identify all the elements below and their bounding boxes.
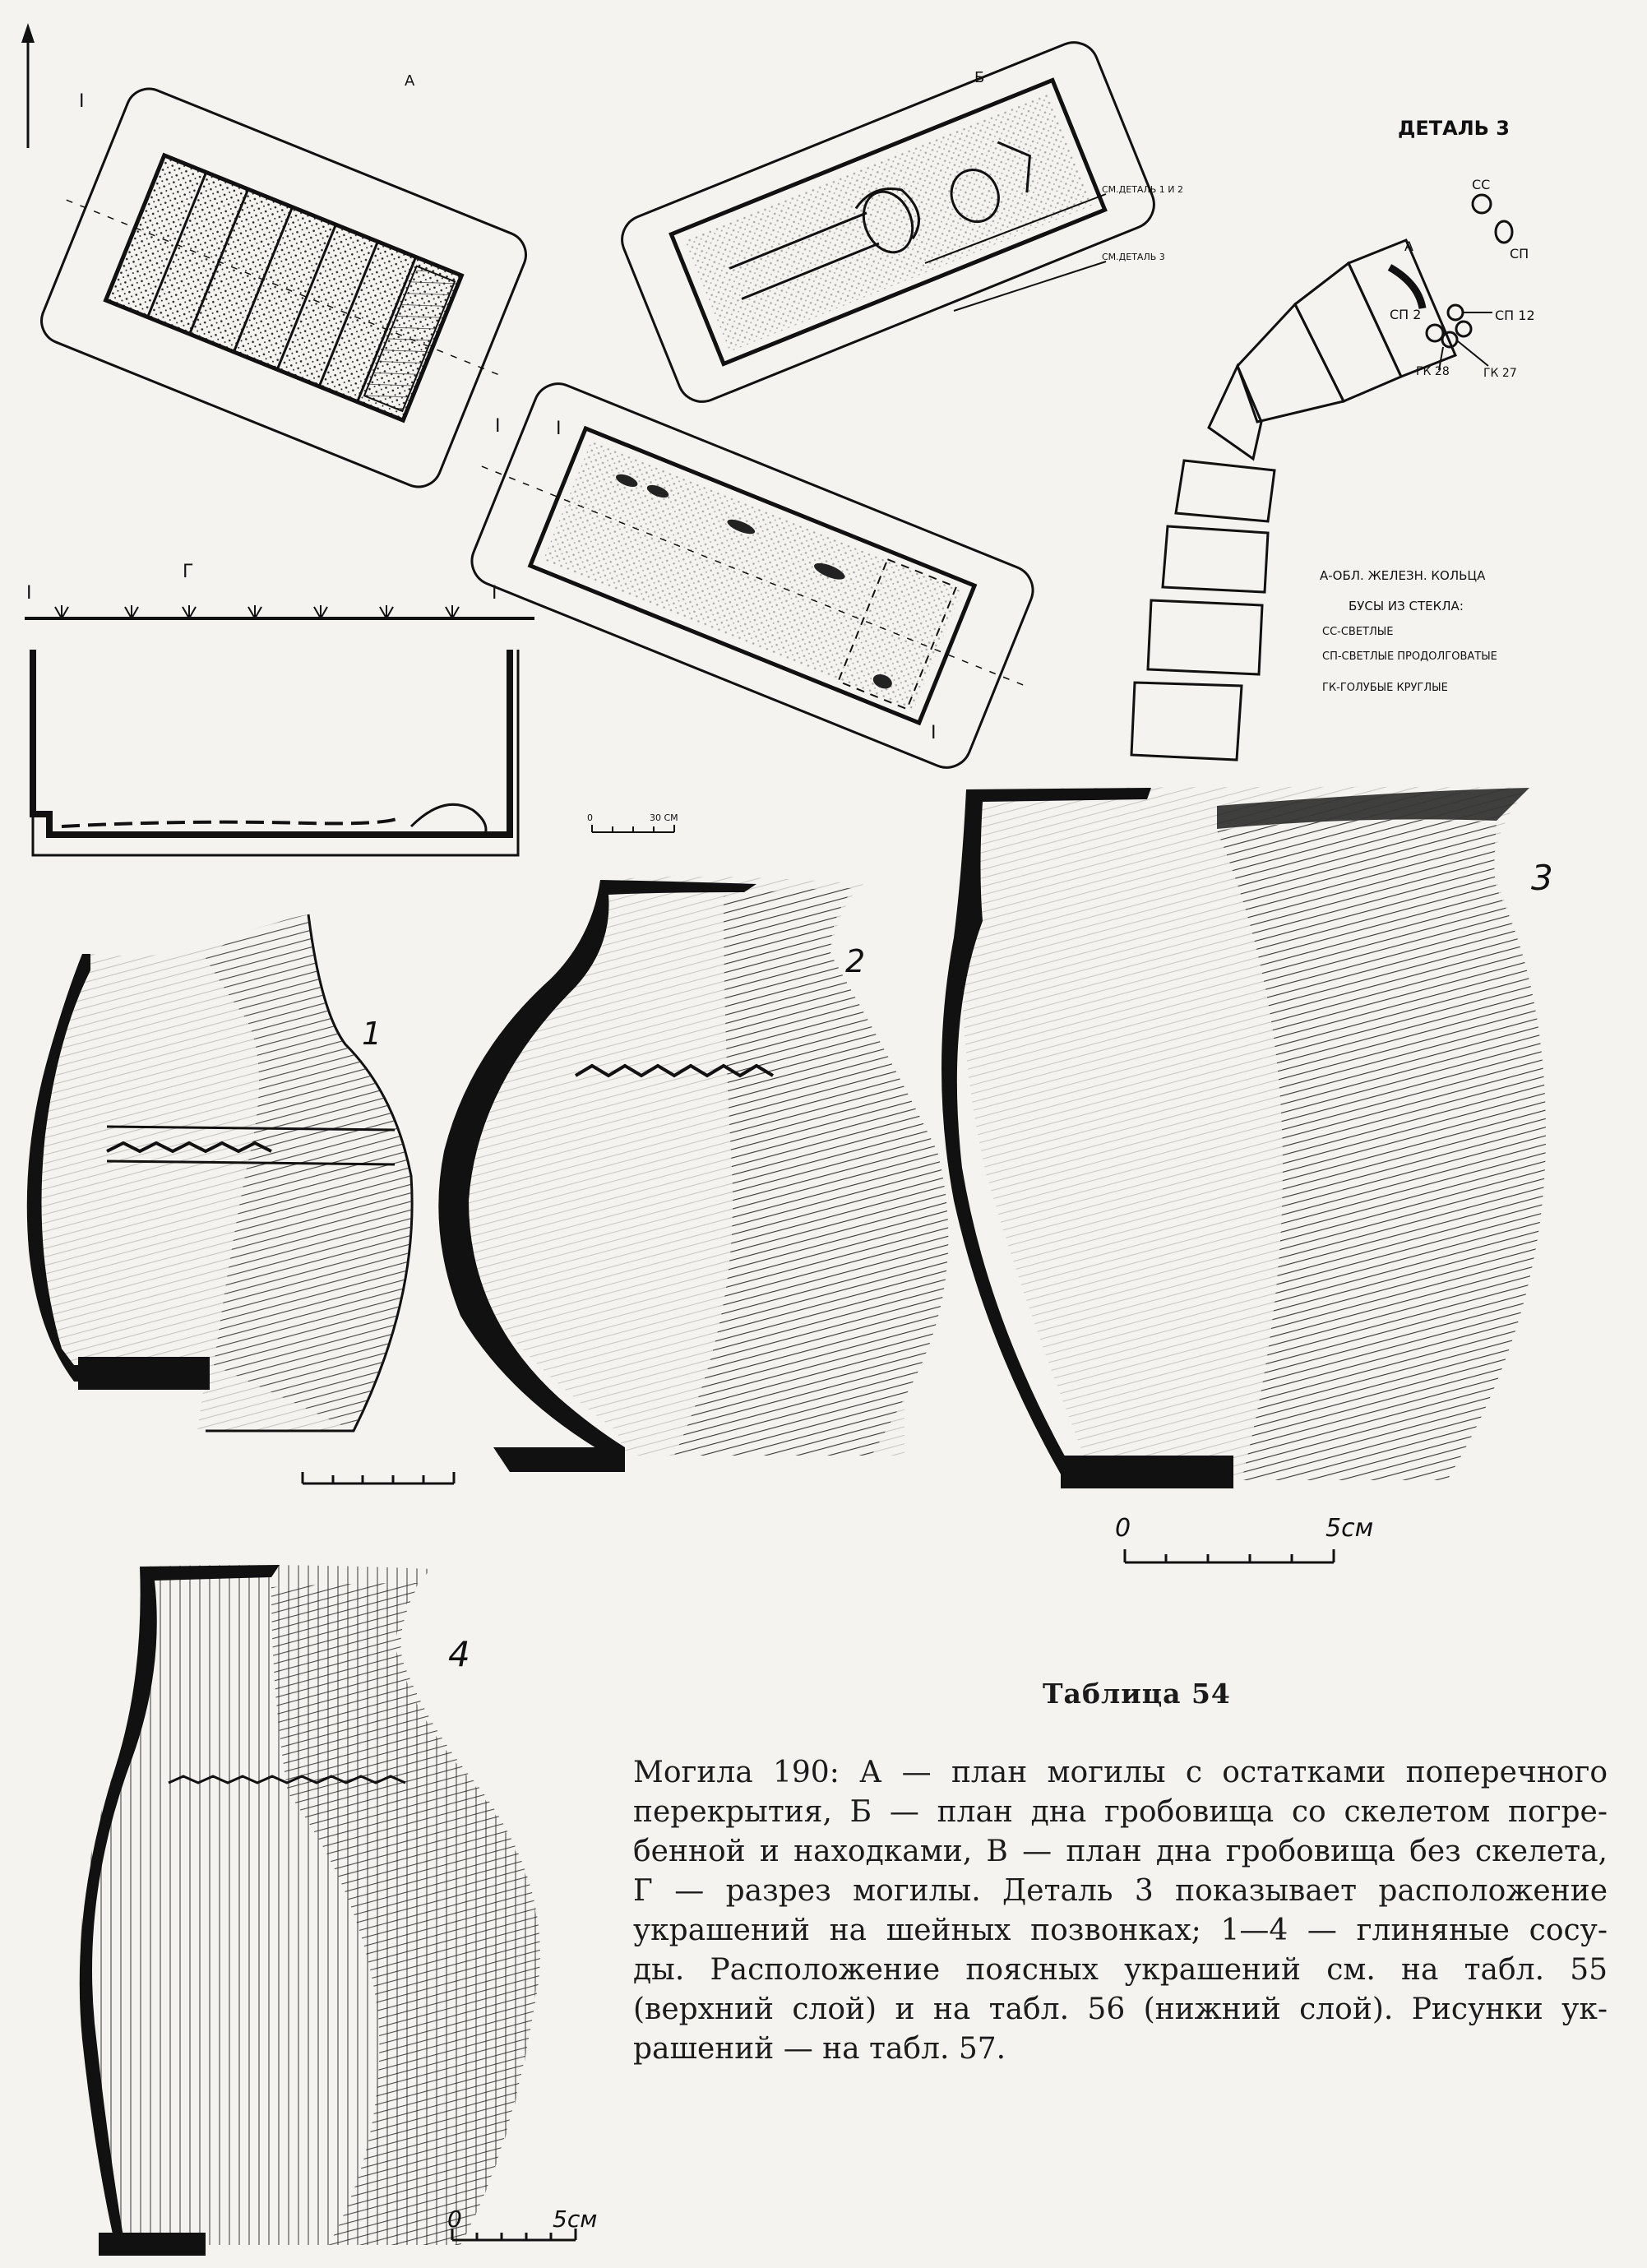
caption-line: рашений — на табл. 57. bbox=[633, 2032, 1006, 2066]
caption-line: украшений на шейных позвонках; 1—4 — глиняные сосу- bbox=[633, 1914, 1608, 1947]
detail-label-a: А bbox=[1404, 238, 1413, 254]
caption-line: ды. Расположение поясных украшений см. на табл. 55 bbox=[633, 1953, 1608, 1987]
caption-line: Могила 190: А — план могилы с остатками поперечного bbox=[633, 1756, 1608, 1789]
detail-label-gk27: ГК 27 bbox=[1483, 367, 1517, 380]
detail-label-sp2: СП 2 bbox=[1390, 307, 1422, 322]
detail-legend-item: СС-СВЕТЛЫЕ bbox=[1322, 626, 1394, 638]
plan-scale-zero: 0 bbox=[587, 812, 593, 823]
detail-legend-item: БУСЫ ИЗ СТЕКЛА: bbox=[1349, 599, 1464, 613]
vessel-1 bbox=[27, 914, 412, 1431]
vessel-number-1: 1 bbox=[362, 1016, 382, 1052]
vessel-number-3: 3 bbox=[1531, 858, 1553, 898]
vessel-3 bbox=[941, 787, 1553, 1488]
detail-label-sp: СП bbox=[1510, 246, 1529, 262]
caption-line: (верхний слой) и на табл. 56 (нижний слой). Рисунки ук- bbox=[633, 1993, 1608, 2026]
section-marker-v-right: I bbox=[931, 723, 937, 743]
detail-legend-item: ГК-ГОЛУБЫЕ КРУГЛЫЕ bbox=[1322, 682, 1448, 694]
caption-line: перекрытия, Б — план дна гробовища со скелетом погре- bbox=[633, 1795, 1608, 1829]
vessel-4 bbox=[80, 1565, 540, 2256]
vessel-scale-top-zero: 0 bbox=[1115, 1514, 1131, 1543]
caption-line: бенной и находками, В — план дна гробовища без скелета, bbox=[633, 1835, 1608, 1868]
detail-legend-item: СП-СВЕТЛЫЕ ПРОДОЛГОВАТЫЕ bbox=[1322, 650, 1497, 663]
detail-legend-item: А-ОБЛ. ЖЕЛЕЗН. КОЛЬЦА bbox=[1320, 568, 1486, 583]
grave-plan-b bbox=[615, 35, 1183, 410]
plate-title: Таблица 54 bbox=[1043, 1678, 1231, 1710]
detail-label-ss: СС bbox=[1472, 177, 1491, 192]
vessel-scale-top-unit: 5см bbox=[1325, 1514, 1374, 1543]
grave-section-g bbox=[25, 562, 534, 855]
plate-caption bbox=[633, 1753, 1608, 2069]
vessel-2 bbox=[438, 877, 948, 1472]
callout-detail-3: СМ.ДЕТАЛЬ 3 bbox=[1102, 252, 1165, 262]
vessel-scale-bottom-zero: 0 bbox=[447, 2206, 462, 2233]
detail-label-sp12: СП 12 bbox=[1495, 308, 1535, 323]
detail-label-gk28: ГК 28 bbox=[1416, 365, 1450, 378]
caption-line: Г — разрез могилы. Деталь 3 показывает расположение bbox=[633, 1874, 1608, 1908]
detail-3-title: ДЕТАЛЬ 3 bbox=[1398, 117, 1510, 140]
vessel-scale-bottom-unit: 5см bbox=[553, 2206, 598, 2233]
vessel-number-4: 4 bbox=[448, 1634, 470, 1674]
section-marker-a-left: I bbox=[79, 91, 85, 112]
vessel-scale-bar-top bbox=[1115, 1514, 1373, 1562]
panel-label-b: Б bbox=[974, 69, 985, 86]
panel-label-g: Г bbox=[183, 562, 194, 582]
section-marker-g-right: I bbox=[492, 583, 497, 604]
panel-label-a: А bbox=[405, 72, 415, 90]
north-arrow bbox=[21, 23, 35, 148]
section-marker-a-right: I bbox=[495, 416, 501, 437]
callout-detail-1-2: СМ.ДЕТАЛЬ 1 И 2 bbox=[1102, 184, 1183, 195]
plan-scale-unit: 30 СМ bbox=[650, 812, 678, 823]
section-marker-v-left: I bbox=[556, 419, 562, 439]
vessel-scale-bar-top-left bbox=[303, 1472, 454, 1483]
detail-3 bbox=[1131, 117, 1535, 760]
section-marker-g-left: I bbox=[26, 583, 32, 604]
vessel-number-2: 2 bbox=[845, 943, 866, 979]
grave-plan-a bbox=[16, 72, 552, 502]
plan-scale-bar bbox=[587, 812, 678, 832]
grave-plan-v bbox=[442, 367, 1063, 784]
